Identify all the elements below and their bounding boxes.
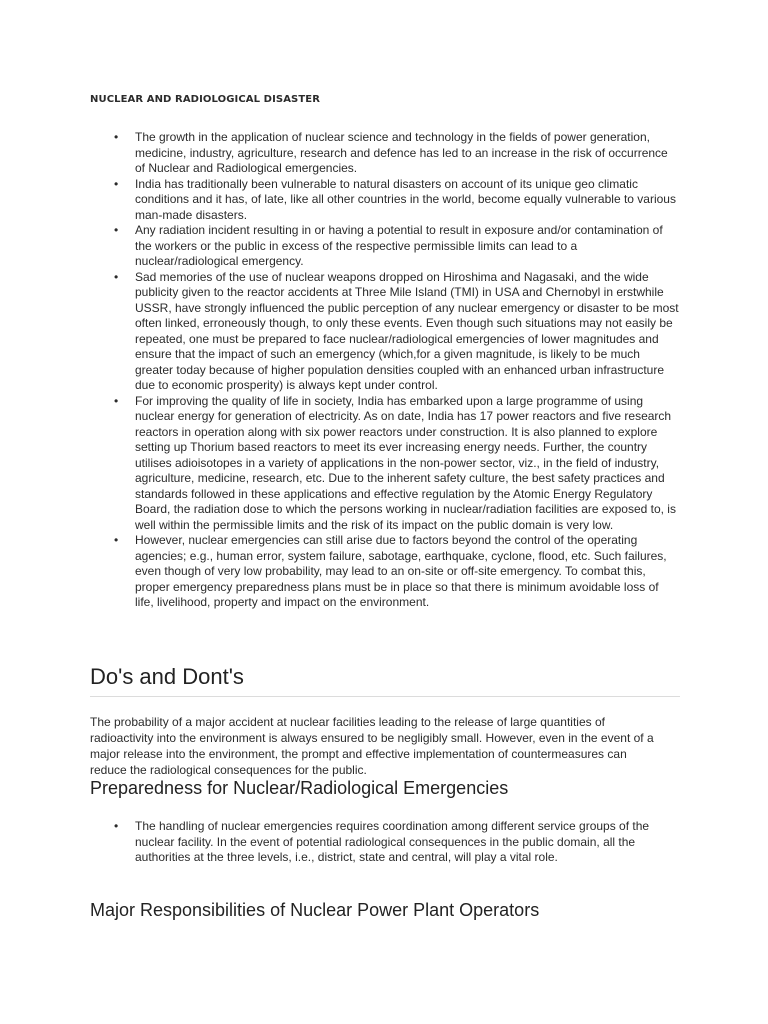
list-item: • The growth in the application of nuclear science and technology in the fields of power generation, medicine, industry, agriculture, research and defence has led to an increase in the risk of occurrence of Nuclear and Radiological emergencies. xyxy=(90,130,680,177)
list-item: • Any radiation incident resulting in or having a potential to result in exposure and/or contamination of the workers or the public in excess of the respective permissible limits can lead to a nuclear/radiological emergency. xyxy=(90,223,680,270)
list-item: • However, nuclear emergencies can still arise due to factors beyond the control of the operating agencies; e.g., human error, system failure, sabotage, earthquake, cyclone, flood, etc. Such failures, even though of very low probability, may lead to an on-site or off-site emergency. To combat this, proper emergency preparedness plans must be in place so that there is minimum avoidable loss of life, livelihood, property and impact on the environment. xyxy=(90,533,680,611)
preparedness-bullet-list xyxy=(90,819,680,866)
responsibilities-heading: Major Responsibilities of Nuclear Power Plant Operators xyxy=(90,900,540,920)
dos-paragraph: The probability of a major accident at nuclear facilities leading to the release of large quantities of radioactivity into the environment is always ensured to be negligibly small. However, even in the event of a major release into the environment, the prompt and effective implementation of countermeasures can reduce the radiological consequences for the public. xyxy=(90,715,654,777)
document-title: NUCLEAR AND RADIOLOGICAL DISASTER xyxy=(90,94,320,105)
list-item: • Sad memories of the use of nuclear weapons dropped on Hiroshima and Nagasaki, and the wide publicity given to the reactor accidents at Three Mile Island (TMI) in USA and Chernobyl in erstwhile USSR, have strongly influenced the public perception of any nuclear emergency or disaster to be most often linked, erroneously though, to only these events. Even though such situations may not easily be repeated, one must be prepared to face nuclear/radiological emergencies of lower magnitudes and ensure that the impact of such an emergency (which,for a given magnitude, is likely to be much greater today because of higher population densities coupled with an enhanced urban infrastructure due to economic prosperity) is always kept under control. xyxy=(90,270,680,394)
list-item: • India has traditionally been vulnerable to natural disasters on account of its unique geo climatic conditions and it has, of late, like all other countries in the world, become equally vulnerable to various man-made disasters. xyxy=(90,177,680,224)
section-divider xyxy=(90,696,680,697)
disaster-bullet-list xyxy=(90,130,680,611)
preparedness-heading: Preparedness for Nuclear/Radiological Emergencies xyxy=(90,778,509,798)
list-item: • For improving the quality of life in society, India has embarked upon a large programme of using nuclear energy for generation of electricity. As on date, India has 17 power reactors and five research reactors in operation along with six power reactors under construction. It is also planned to explore setting up Thorium based reactors to meet its ever increasing energy needs. Further, the country utilises adioisotopes in a variety of applications in the non-power sector, viz., in the field of industry, agriculture, medicine, research, etc. Due to the inherent safety culture, the best safety practices and standards followed in these applications and effective regulation by the Atomic Energy Regulatory Board, the radiation dose to which the persons working in nuclear/radiation facilities are exposed to, is well within the permissible limits and the risk of its impact on the public domain is very low. xyxy=(90,394,680,534)
list-item: • The handling of nuclear emergencies requires coordination among different service groups of the nuclear facility. In the event of potential radiological consequences in the public domain, all the authorities at the three levels, i.e., district, state and central, will play a vital role. xyxy=(90,819,680,866)
dos-and-donts-heading: Do's and Dont's xyxy=(90,664,244,689)
